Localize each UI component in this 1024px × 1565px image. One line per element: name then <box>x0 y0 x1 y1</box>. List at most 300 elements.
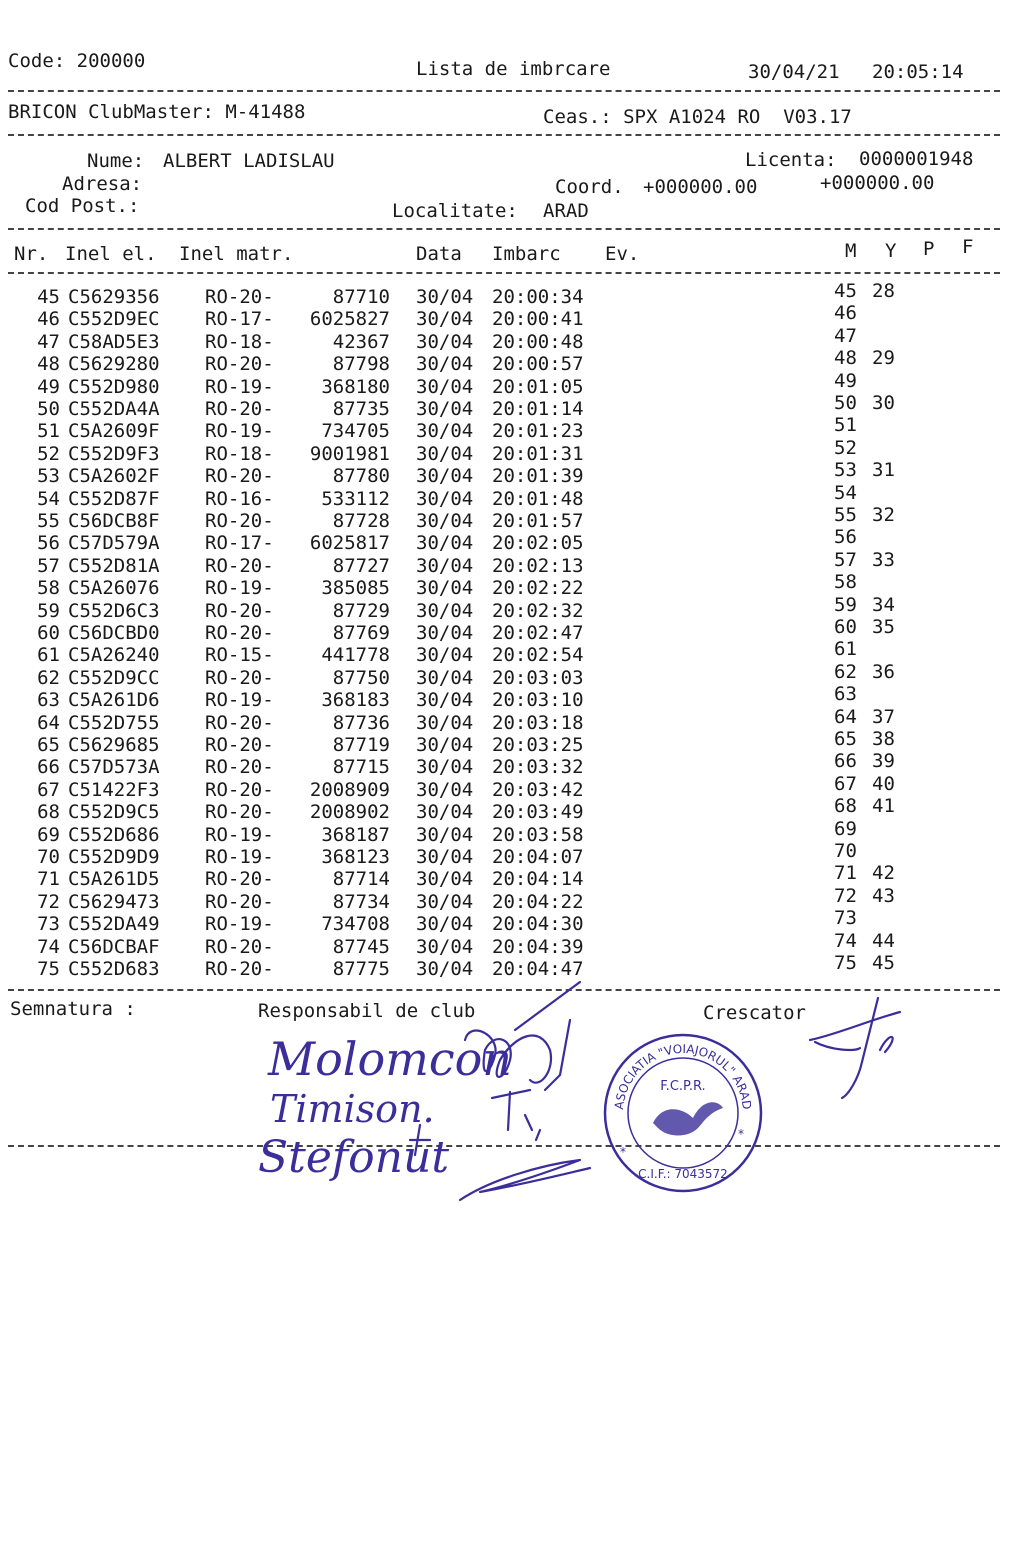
cell-m: 68 <box>834 795 857 818</box>
cell-nr: 66 <box>37 756 60 779</box>
licenta-label: Licenta: <box>745 149 837 171</box>
cell-m: 56 <box>834 526 857 549</box>
cell-matr: RO-20- <box>205 622 274 644</box>
cell-time: 20:02:54 <box>492 644 584 667</box>
cell-time: 20:02:13 <box>492 554 584 577</box>
cell-time: 20:00:57 <box>492 353 584 376</box>
cell-matr: RO-19- <box>205 846 274 868</box>
col-inel-el: Inel el. <box>65 243 157 265</box>
cell-m: 52 <box>834 436 857 459</box>
table-row <box>0 728 1024 756</box>
cell-num: 87775 <box>332 958 390 980</box>
crescator-label: Crescator <box>703 1002 806 1024</box>
cell-inel: C58AD5E3 <box>68 330 160 353</box>
cell-y: 45 <box>872 952 895 974</box>
document-title: Lista de imbrcare <box>416 58 611 80</box>
col-data: Data <box>416 243 462 265</box>
cell-time: 20:01:57 <box>492 510 584 532</box>
cell-inel: C56DCBD0 <box>68 622 160 644</box>
table-row <box>0 795 1024 824</box>
cell-nr: 47 <box>37 330 60 353</box>
clock-info: Ceas.: SPX A1024 RO V03.17 <box>543 106 852 128</box>
cell-num: 87769 <box>332 622 390 644</box>
cell-y: 42 <box>872 862 895 885</box>
cell-nr: 50 <box>37 398 60 420</box>
cell-m: 46 <box>834 302 857 325</box>
col-f: F <box>962 236 974 258</box>
cell-time: 20:04:39 <box>492 935 584 958</box>
cell-data: 30/04 <box>416 689 474 712</box>
cell-data: 30/04 <box>416 353 474 376</box>
owner-name: ALBERT LADISLAU <box>163 150 335 172</box>
cell-data: 30/04 <box>416 599 474 622</box>
cell-y: 36 <box>872 660 895 683</box>
cell-inel: C552D9D9 <box>68 846 160 868</box>
cell-num: 6025827 <box>309 308 390 331</box>
table-row <box>0 862 1024 891</box>
table-row <box>0 414 1024 443</box>
divider <box>8 90 1000 92</box>
table-row <box>0 481 1024 510</box>
cell-m: 47 <box>834 324 857 347</box>
cell-inel: C5A2609F <box>68 420 160 443</box>
cell-m: 61 <box>834 638 857 661</box>
cell-nr: 48 <box>37 353 60 376</box>
cell-m: 58 <box>834 571 857 594</box>
cell-nr: 45 <box>37 286 60 308</box>
cell-matr: RO-20- <box>205 890 274 913</box>
handwritten-name-3: Stefonut <box>258 1132 449 1183</box>
table-row <box>0 772 1024 801</box>
cell-matr: RO-19- <box>205 823 274 846</box>
cell-nr: 75 <box>37 958 60 980</box>
divider <box>8 272 1000 274</box>
cell-data: 30/04 <box>416 487 474 510</box>
coord-label: Coord. <box>555 176 624 198</box>
cell-num: 734708 <box>321 913 390 936</box>
table-row <box>0 504 1024 532</box>
cell-data: 30/04 <box>416 330 474 353</box>
cell-data: 30/04 <box>416 308 474 331</box>
cell-data: 30/04 <box>416 778 474 801</box>
table-row <box>0 750 1024 779</box>
cell-y: 40 <box>872 772 895 795</box>
signature-flourish <box>460 1160 590 1200</box>
cell-time: 20:02:05 <box>492 532 584 555</box>
cell-m: 55 <box>834 504 857 526</box>
cell-matr: RO-20- <box>205 510 274 532</box>
col-inel-matr: Inel matr. <box>179 243 294 265</box>
cell-data: 30/04 <box>416 554 474 577</box>
cell-num: 87728 <box>332 510 390 532</box>
cell-m: 69 <box>834 817 857 840</box>
cell-nr: 65 <box>37 734 60 756</box>
cell-inel: C552D980 <box>68 375 160 398</box>
cell-data: 30/04 <box>416 666 474 689</box>
cell-matr: RO-18- <box>205 442 274 465</box>
handwritten-signatures <box>240 980 620 1210</box>
cell-m: 50 <box>834 392 857 414</box>
cell-nr: 64 <box>37 711 60 734</box>
cell-y: 38 <box>872 728 895 750</box>
cell-nr: 52 <box>37 442 60 465</box>
cell-data: 30/04 <box>416 734 474 756</box>
cell-nr: 56 <box>37 532 60 555</box>
cell-matr: RO-15- <box>205 644 274 667</box>
cell-y: 29 <box>872 347 895 370</box>
codpost-label: Cod Post.: <box>25 195 140 217</box>
dove-icon <box>653 1102 723 1135</box>
cell-inel: C552D81A <box>68 554 160 577</box>
code-label: Code: 200000 <box>8 50 146 72</box>
cell-m: 65 <box>834 728 857 750</box>
cell-num: 87736 <box>332 711 390 734</box>
cell-nr: 70 <box>37 846 60 868</box>
cell-matr: RO-20- <box>205 935 274 958</box>
adresa-label: Adresa: <box>62 173 143 195</box>
cell-time: 20:02:32 <box>492 599 584 622</box>
cell-inel: C57D579A <box>68 532 160 555</box>
responsabil-label: Responsabil de club <box>258 1000 476 1022</box>
cell-num: 6025817 <box>309 532 390 555</box>
cell-inel: C552D686 <box>68 823 160 846</box>
cell-y: 39 <box>872 750 895 773</box>
cell-nr: 49 <box>37 375 60 398</box>
cell-num: 441778 <box>321 644 390 667</box>
header-time: 20:05:14 <box>872 61 964 83</box>
stamp-ring-text: ASOCIATIA "VOIAJORUL" ARAD <box>612 1041 755 1111</box>
cell-data: 30/04 <box>416 890 474 913</box>
table-row <box>0 548 1024 577</box>
cell-m: 49 <box>834 369 857 392</box>
cell-nr: 73 <box>37 913 60 936</box>
cell-m: 53 <box>834 459 857 482</box>
cell-num: 87719 <box>332 734 390 756</box>
cell-inel: C56DCB8F <box>68 510 160 532</box>
cell-inel: C552D9CC <box>68 666 160 689</box>
col-m: M <box>845 240 857 262</box>
cell-num: 2008902 <box>309 801 390 824</box>
cell-time: 20:03:58 <box>492 823 584 846</box>
stamp-star-icon: * <box>738 1127 744 1141</box>
cell-nr: 68 <box>37 801 60 824</box>
coord-value-2: +000000.00 <box>820 172 935 194</box>
table-row <box>0 705 1024 734</box>
cell-m: 57 <box>834 548 857 571</box>
cell-time: 20:04:47 <box>492 958 584 980</box>
cell-time: 20:03:25 <box>492 734 584 756</box>
semnatura-label: Semnatura : <box>10 998 136 1020</box>
clubmaster-id: BRICON ClubMaster: M-41488 <box>8 101 306 123</box>
cell-matr: RO-19- <box>205 577 274 600</box>
handwritten-name-1: Molomcon <box>268 1032 512 1086</box>
cell-m: 60 <box>834 616 857 638</box>
cell-num: 87745 <box>332 935 390 958</box>
cell-y: 34 <box>872 593 895 616</box>
cell-matr: RO-20- <box>205 353 274 376</box>
cell-time: 20:04:07 <box>492 846 584 868</box>
cell-matr: RO-20- <box>205 801 274 824</box>
table-row <box>0 302 1024 331</box>
cell-nr: 71 <box>37 868 60 891</box>
cell-num: 87750 <box>332 666 390 689</box>
cell-time: 20:01:31 <box>492 442 584 465</box>
cell-num: 87710 <box>332 286 390 308</box>
cell-time: 20:00:34 <box>492 286 584 308</box>
cell-inel: C552D9C5 <box>68 801 160 824</box>
table-row <box>0 840 1024 868</box>
cell-inel: C552D9F3 <box>68 442 160 465</box>
cell-m: 51 <box>834 414 857 437</box>
cell-m: 74 <box>834 929 857 952</box>
cell-data: 30/04 <box>416 823 474 846</box>
cell-matr: RO-20- <box>205 958 274 980</box>
cell-y: 44 <box>872 929 895 952</box>
table-row <box>0 884 1024 913</box>
stamp-cif-text: C.I.F.: 7043572 <box>638 1167 728 1181</box>
localitate-value: ARAD <box>543 200 589 222</box>
cell-inel: C552D87F <box>68 487 160 510</box>
cell-data: 30/04 <box>416 420 474 443</box>
cell-inel: C552D9EC <box>68 308 160 331</box>
cell-y: 31 <box>872 459 895 482</box>
cell-m: 48 <box>834 347 857 370</box>
cell-inel: C5629280 <box>68 353 160 376</box>
cell-matr: RO-20- <box>205 711 274 734</box>
table-row <box>0 952 1024 980</box>
table-row <box>0 929 1024 958</box>
cell-num: 368123 <box>321 846 390 868</box>
cell-time: 20:01:48 <box>492 487 584 510</box>
cell-matr: RO-18- <box>205 330 274 353</box>
cell-matr: RO-19- <box>205 689 274 712</box>
cell-num: 87734 <box>332 890 390 913</box>
cell-data: 30/04 <box>416 801 474 824</box>
cell-inel: C5629356 <box>68 286 160 308</box>
cell-data: 30/04 <box>416 510 474 532</box>
table-row <box>0 571 1024 600</box>
handwritten-name-2: Timison. <box>270 1087 435 1131</box>
cell-matr: RO-20- <box>205 599 274 622</box>
cell-y: 43 <box>872 884 895 907</box>
cell-time: 20:03:32 <box>492 756 584 779</box>
cell-m: 70 <box>834 840 857 862</box>
cell-time: 20:01:23 <box>492 420 584 443</box>
cell-data: 30/04 <box>416 868 474 891</box>
cell-data: 30/04 <box>416 958 474 980</box>
cell-num: 368187 <box>321 823 390 846</box>
table-row <box>0 907 1024 936</box>
club-stamp <box>598 1028 768 1198</box>
cell-nr: 46 <box>37 308 60 331</box>
cell-num: 533112 <box>321 487 390 510</box>
cell-matr: RO-17- <box>205 532 274 555</box>
cell-time: 20:03:42 <box>492 778 584 801</box>
cell-m: 67 <box>834 772 857 795</box>
cell-matr: RO-20- <box>205 778 274 801</box>
table-row <box>0 526 1024 555</box>
cell-num: 385085 <box>321 577 390 600</box>
cell-y: 32 <box>872 504 895 526</box>
cell-inel: C5629473 <box>68 890 160 913</box>
cell-m: 59 <box>834 593 857 616</box>
cell-time: 20:01:14 <box>492 398 584 420</box>
table-row <box>0 369 1024 398</box>
cell-inel: C5A261D6 <box>68 689 160 712</box>
cell-data: 30/04 <box>416 532 474 555</box>
cell-matr: RO-20- <box>205 868 274 891</box>
cell-matr: RO-19- <box>205 913 274 936</box>
cell-time: 20:03:18 <box>492 711 584 734</box>
cell-inel: C552D683 <box>68 958 160 980</box>
cell-matr: RO-19- <box>205 375 274 398</box>
table-row <box>0 347 1024 376</box>
cell-num: 87715 <box>332 756 390 779</box>
cell-matr: RO-20- <box>205 734 274 756</box>
signature-stroke <box>545 1020 570 1090</box>
cell-matr: RO-16- <box>205 487 274 510</box>
cell-m: 73 <box>834 907 857 930</box>
cell-m: 45 <box>834 280 857 302</box>
cell-time: 20:04:30 <box>492 913 584 936</box>
cell-inel: C5629685 <box>68 734 160 756</box>
divider <box>8 228 1000 230</box>
localitate-label: Localitate: <box>392 200 518 222</box>
cell-inel: C552D6C3 <box>68 599 160 622</box>
cell-data: 30/04 <box>416 622 474 644</box>
cell-y: 37 <box>872 705 895 728</box>
cell-nr: 57 <box>37 554 60 577</box>
cell-nr: 63 <box>37 689 60 712</box>
cell-nr: 51 <box>37 420 60 443</box>
cell-inel: C5A26076 <box>68 577 160 600</box>
cell-time: 20:01:39 <box>492 465 584 488</box>
cell-time: 20:04:22 <box>492 890 584 913</box>
cell-m: 64 <box>834 705 857 728</box>
cell-matr: RO-20- <box>205 286 274 308</box>
cell-y: 30 <box>872 392 895 414</box>
cell-nr: 69 <box>37 823 60 846</box>
table-row <box>0 324 1024 353</box>
divider <box>8 134 1000 136</box>
cell-data: 30/04 <box>416 286 474 308</box>
cell-time: 20:03:03 <box>492 666 584 689</box>
table-row <box>0 683 1024 712</box>
cell-num: 87714 <box>332 868 390 891</box>
cell-time: 20:03:49 <box>492 801 584 824</box>
cell-matr: RO-20- <box>205 465 274 488</box>
cell-nr: 55 <box>37 510 60 532</box>
signature-initials <box>492 1090 540 1140</box>
cell-num: 42367 <box>332 330 390 353</box>
header-date: 30/04/21 <box>748 61 840 83</box>
cell-inel: C57D573A <box>68 756 160 779</box>
cell-data: 30/04 <box>416 398 474 420</box>
cell-time: 20:02:47 <box>492 622 584 644</box>
cell-nr: 59 <box>37 599 60 622</box>
table-row <box>0 280 1024 308</box>
cell-m: 54 <box>834 481 857 504</box>
cell-nr: 60 <box>37 622 60 644</box>
cell-data: 30/04 <box>416 465 474 488</box>
table-row <box>0 660 1024 689</box>
cell-time: 20:02:22 <box>492 577 584 600</box>
cell-m: 63 <box>834 683 857 706</box>
cell-m: 66 <box>834 750 857 773</box>
cell-data: 30/04 <box>416 935 474 958</box>
cell-matr: RO-20- <box>205 666 274 689</box>
cell-inel: C5A2602F <box>68 465 160 488</box>
cell-inel: C552D755 <box>68 711 160 734</box>
cell-time: 20:00:41 <box>492 308 584 331</box>
cell-data: 30/04 <box>416 711 474 734</box>
cell-inel: C552DA49 <box>68 913 160 936</box>
table-row <box>0 616 1024 644</box>
cell-num: 2008909 <box>309 778 390 801</box>
cell-nr: 58 <box>37 577 60 600</box>
cell-inel: C552DA4A <box>68 398 160 420</box>
cell-matr: RO-19- <box>205 420 274 443</box>
cell-m: 71 <box>834 862 857 885</box>
cell-num: 87727 <box>332 554 390 577</box>
col-nr: Nr. <box>14 243 49 265</box>
cell-nr: 53 <box>37 465 60 488</box>
cell-data: 30/04 <box>416 756 474 779</box>
cell-num: 734705 <box>321 420 390 443</box>
cell-m: 75 <box>834 952 857 974</box>
stamp-center-text: F.C.P.R. <box>660 1079 706 1094</box>
cell-data: 30/04 <box>416 577 474 600</box>
table-row <box>0 392 1024 420</box>
cell-m: 72 <box>834 884 857 907</box>
cell-matr: RO-20- <box>205 554 274 577</box>
cell-data: 30/04 <box>416 913 474 936</box>
cell-data: 30/04 <box>416 644 474 667</box>
cell-y: 41 <box>872 795 895 818</box>
cell-y: 35 <box>872 616 895 638</box>
cell-nr: 54 <box>37 487 60 510</box>
cell-data: 30/04 <box>416 846 474 868</box>
cell-inel: C56DCBAF <box>68 935 160 958</box>
col-y: Y <box>885 240 897 262</box>
cell-y: 33 <box>872 548 895 571</box>
cell-num: 9001981 <box>309 442 390 465</box>
cell-num: 368183 <box>321 689 390 712</box>
cell-nr: 72 <box>37 890 60 913</box>
cell-data: 30/04 <box>416 375 474 398</box>
table-row <box>0 436 1024 465</box>
cell-inel: C51422F3 <box>68 778 160 801</box>
cell-data: 30/04 <box>416 442 474 465</box>
cell-matr: RO-20- <box>205 398 274 420</box>
table-row <box>0 459 1024 488</box>
table-row <box>0 593 1024 622</box>
col-ev: Ev. <box>605 243 640 265</box>
cell-time: 20:00:48 <box>492 330 584 353</box>
table-row <box>0 817 1024 846</box>
coord-value-1: +000000.00 <box>643 176 758 198</box>
cell-num: 87729 <box>332 599 390 622</box>
cell-inel: C5A26240 <box>68 644 160 667</box>
cell-nr: 61 <box>37 644 60 667</box>
col-p: P <box>923 238 935 260</box>
cell-m: 62 <box>834 660 857 683</box>
col-imbarc: Imbarc <box>492 243 561 265</box>
cell-matr: RO-17- <box>205 308 274 331</box>
cell-nr: 74 <box>37 935 60 958</box>
licenta-value: 0000001948 <box>859 148 974 170</box>
cell-num: 87735 <box>332 398 390 420</box>
